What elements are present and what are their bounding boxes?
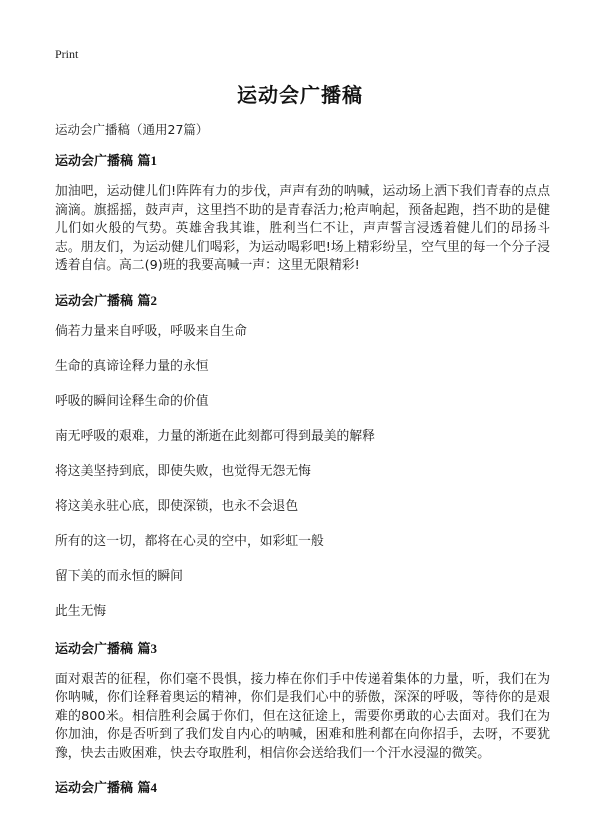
document-body <box>55 150 550 810</box>
poem-line: 南无呼吸的艰难，力量的渐逝在此刻都可得到最美的解释 <box>55 428 375 444</box>
poem-line: 倘若力量来自呼吸，呼吸来自生命 <box>55 323 247 339</box>
poem-line: 呼吸的瞬间诠释生命的价值 <box>55 393 209 409</box>
section-heading-1 <box>55 150 550 169</box>
section-heading-text: 运动会广播稿 <box>55 781 134 796</box>
poem-line: 所有的这一切，都将在心灵的空中，如彩虹一般 <box>55 533 324 549</box>
section-heading-text: 运动会广播稿 <box>55 641 134 657</box>
section-3-paragraph: 面对艰苦的征程，你们毫不畏惧，接力棒在你们手中传递着集体的力量，听，我们在为你呐喊，你们诠释着奥运的精神，你们是我们心中的骄傲，深深的呼吸，等待你的是艰难的800米。相信胜利会属于你们，但在这征途上，需要你勇敢的心去面对。我们在为你加油，你是否听到了我们发自内心的呐喊，困难和胜利都在向你招手，去呀，不要犹豫，快去击败困难，快去夺取胜利，相信你会送给我们一个汗水浸湿的微笑。 <box>55 671 550 761</box>
poem-line: 此生无悔 <box>55 603 107 619</box>
section-number: 篇3 <box>137 640 158 656</box>
section-number: 篇2 <box>137 292 158 308</box>
section-number: 篇4 <box>137 780 158 795</box>
poem-line: 生命的真谛诠释力量的永恒 <box>55 358 209 374</box>
page-title: 运动会广播稿 <box>237 83 363 107</box>
section-heading-text: 运动会广播稿 <box>55 154 134 169</box>
section-heading-text: 运动会广播稿 <box>55 293 134 309</box>
section-number: 篇1 <box>137 153 158 168</box>
poem-line: 将这美坚持到底，即使失败，也觉得无怨无悔 <box>55 463 311 479</box>
section-heading-2 <box>55 290 550 309</box>
poem-line: 将这美永驻心底，即使深锁，也永不会退色 <box>55 498 299 514</box>
section-heading-3 <box>55 638 550 657</box>
print-label: Print <box>55 47 79 61</box>
section-heading-4 <box>55 777 550 796</box>
poem-line: 留下美的而永恒的瞬间 <box>55 568 183 584</box>
section-1-paragraph: 加油吧，运动健儿们!阵阵有力的步伐，声声有劲的呐喊，运动场上洒下我们青春的点点滴滴。旗摇摇，鼓声声，这里挡不助的是青春活力;枪声响起，预备起跑，挡不助的是健儿们如火般的气势。英雄舍我其谁，胜利当仁不让，声声誓言浸透着健儿们的昂扬斗志。朋友们，为运动健儿们喝彩，为运动喝彩吧!场上精彩纷呈，空气里的每一个分子浸透着自信。高二(9)班的我要高喊一声：这里无限精彩! <box>55 184 550 273</box>
document-subtitle: 运动会广播稿（通用27篇） <box>55 122 209 137</box>
